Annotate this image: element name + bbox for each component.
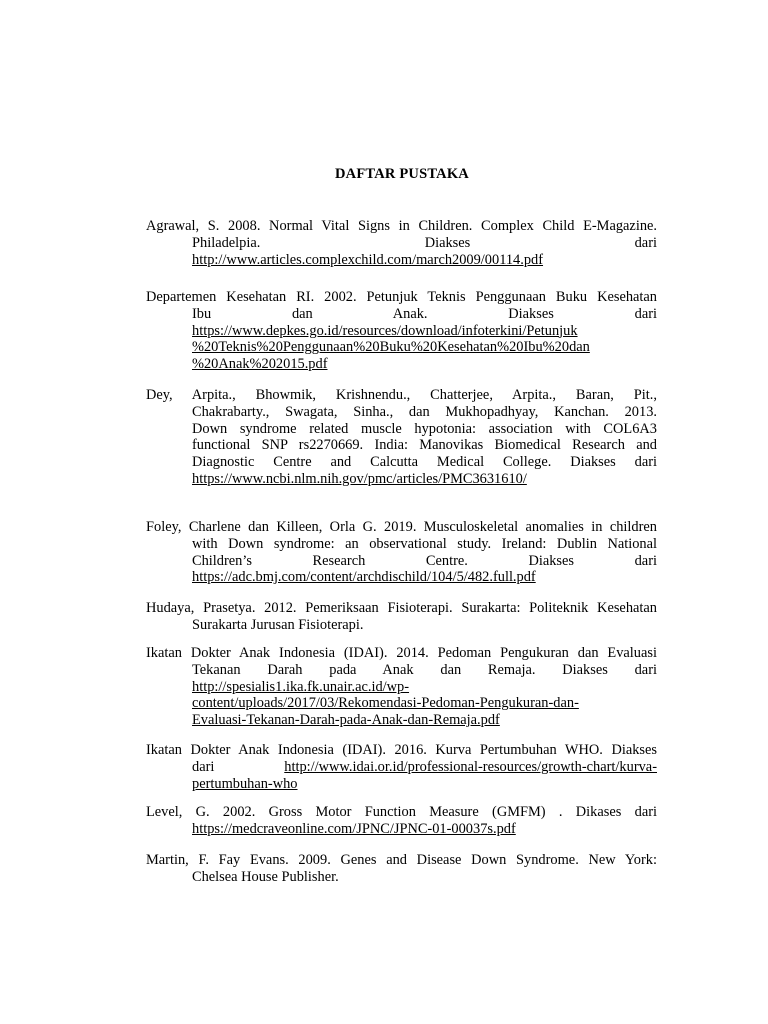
reference-line: Ikatan Dokter Anak Indonesia (IDAI). 2016. Kurva Pertumbuhan WHO. Diakses (146, 742, 657, 758)
reference-idai-2014 (146, 645, 657, 729)
reference-line: Surakarta Jurusan Fisioterapi. (192, 616, 364, 633)
reference-agrawal (146, 218, 657, 268)
reference-line: Children’s Research Centre. Diakses dari (192, 552, 657, 569)
reference-line: Philadelpia. Diakses dari (192, 234, 657, 251)
reference-martin (146, 852, 657, 886)
reference-link[interactable]: https://adc.bmj.com/content/archdischild/104/5/482.full.pdf (192, 569, 536, 586)
reference-dey (146, 387, 657, 488)
reference-line: Ibu dan Anak. Diakses dari (192, 305, 657, 322)
reference-foley (146, 519, 657, 586)
reference-link[interactable]: https://www.ncbi.nlm.nih.gov/pmc/articles/PMC3631610/ (192, 470, 527, 487)
reference-line: Chelsea House Publisher. (192, 868, 339, 885)
reference-idai-2016 (146, 742, 657, 792)
reference-link[interactable]: %20Anak%202015.pdf (192, 356, 328, 373)
reference-line: Chakrabarty., Swagata, Sinha., dan Mukhopadhyay, Kanchan. 2013. (192, 403, 657, 420)
reference-depkes (146, 289, 657, 373)
reference-link[interactable]: http://www.articles.complexchild.com/march2009/00114.pdf (192, 251, 544, 268)
reference-link[interactable]: %20Teknis%20Penggunaan%20Buku%20Kesehatan%20Ibu%20dan (192, 339, 590, 356)
reference-line: Ikatan Dokter Anak Indonesia (IDAI). 2014. Pedoman Pengukuran dan Evaluasi (146, 645, 657, 661)
reference-level (146, 804, 657, 838)
reference-link[interactable]: https://www.depkes.go.id/resources/download/infoterkini/Petunjuk (192, 322, 578, 339)
reference-line: Agrawal, S. 2008. Normal Vital Signs in Children. Complex Child E-Magazine. (146, 218, 657, 234)
reference-line (146, 759, 657, 776)
page-title: DAFTAR PUSTAKA (335, 166, 469, 182)
reference-line: Martin, F. Fay Evans. 2009. Genes and Disease Down Syndrome. New York: (146, 852, 657, 868)
reference-link[interactable]: content/uploads/2017/03/Rekomendasi-Pedoman-Pengukuran-dan- (192, 695, 579, 712)
reference-line: Departemen Kesehatan RI. 2002. Petunjuk Teknis Penggunaan Buku Kesehatan (146, 289, 657, 305)
reference-line: Level, G. 2002. Gross Motor Function Measure (GMFM) . Dikases dari (146, 804, 657, 820)
reference-line: Tekanan Darah pada Anak dan Remaja. Diakses dari (192, 661, 657, 678)
reference-link[interactable]: http://www.idai.or.id/professional-resources/growth-chart/kurva- (284, 758, 657, 775)
reference-line: Foley, Charlene dan Killeen, Orla G. 2019. Musculoskeletal anomalies in children (146, 519, 657, 535)
reference-line: Dey, Arpita., Bhowmik, Krishnendu., Chatterjee, Arpita., Baran, Pit., (146, 387, 657, 403)
reference-line: Hudaya, Prasetya. 2012. Pemeriksaan Fisioterapi. Surakarta: Politeknik Kesehatan (146, 600, 657, 616)
reference-hudaya (146, 600, 657, 634)
reference-link[interactable]: pertumbuhan-who (192, 775, 298, 792)
reference-text: dari (192, 758, 215, 775)
reference-line: functional SNP rs2270669. India: Manovikas Biomedical Research and (192, 437, 657, 454)
reference-line: Diagnostic Centre and Calcutta Medical College. Diakses dari (192, 454, 657, 471)
reference-line: with Down syndrome: an observational study. Ireland: Dublin National (192, 535, 657, 552)
reference-link[interactable]: https://medcraveonline.com/JPNC/JPNC-01-00037s.pdf (192, 820, 516, 837)
reference-line: Down syndrome related muscle hypotonia: association with COL6A3 (192, 420, 657, 437)
reference-link[interactable]: http://spesialis1.ika.fk.unair.ac.id/wp- (192, 678, 410, 695)
reference-link[interactable]: Evaluasi-Tekanan-Darah-pada-Anak-dan-Remaja.pdf (192, 712, 500, 729)
